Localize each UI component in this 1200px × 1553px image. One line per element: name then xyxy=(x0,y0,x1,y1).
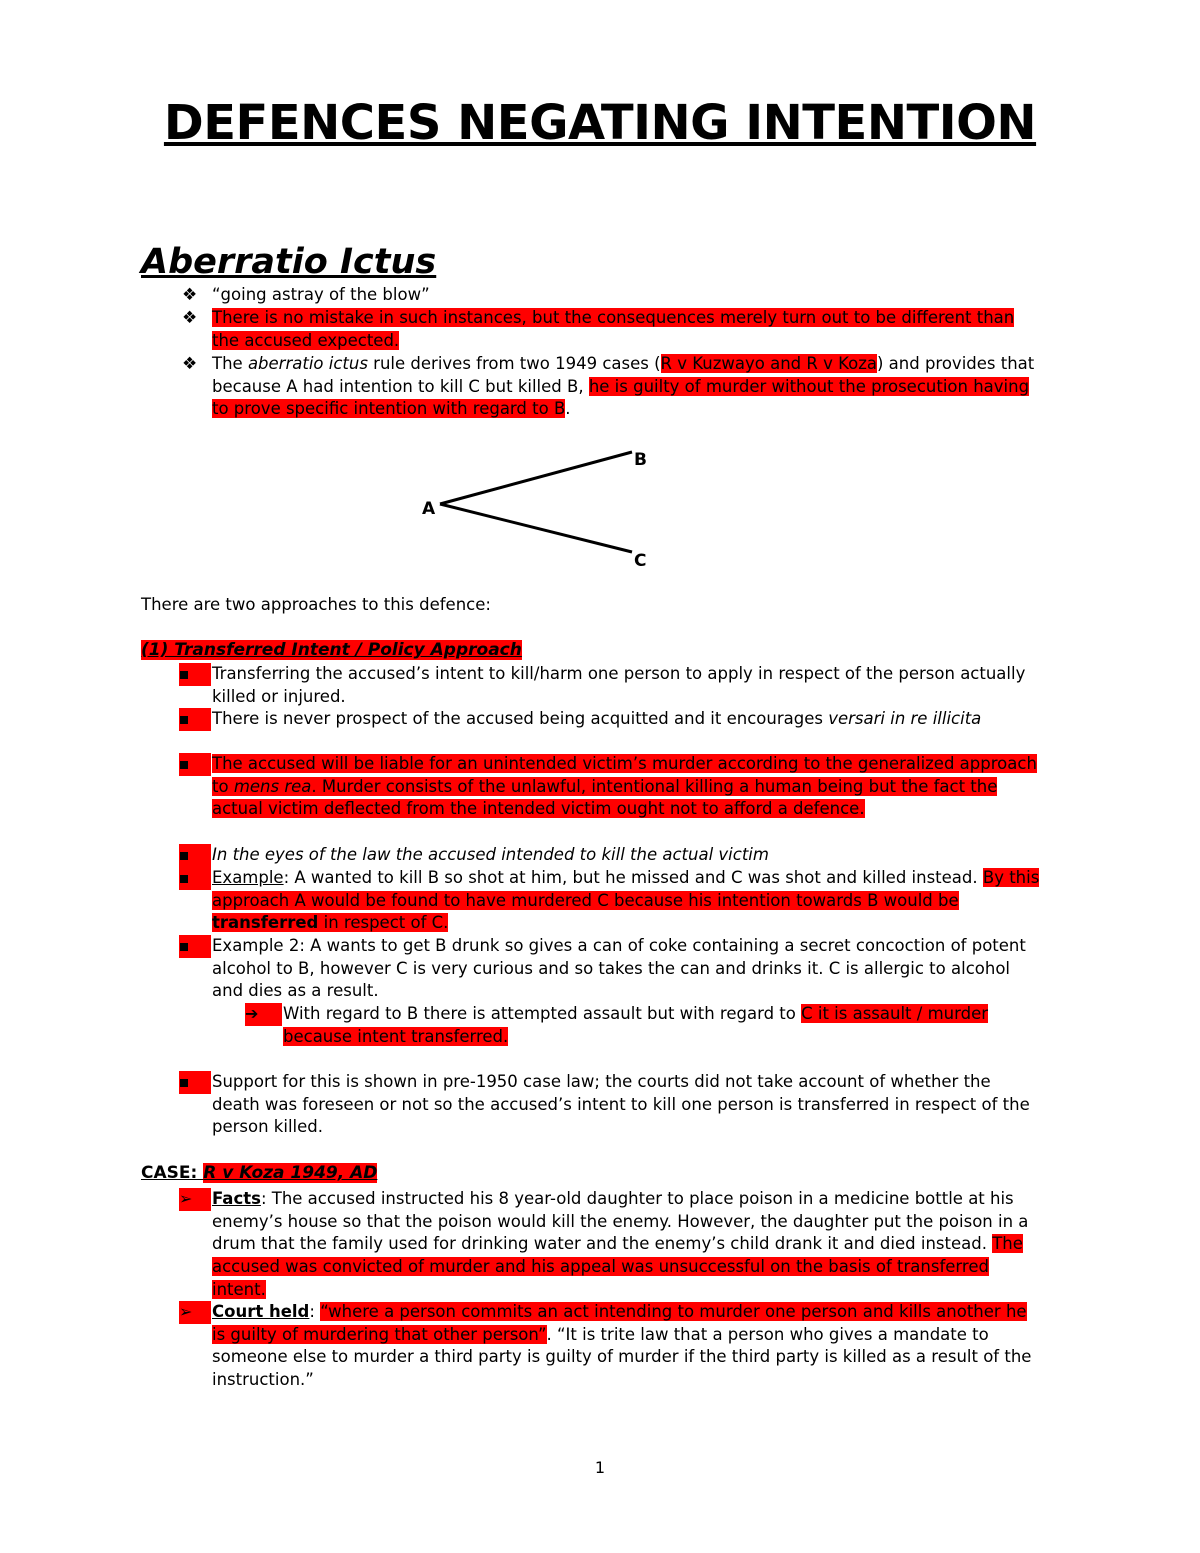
bullet-text: Example 2: A wants to get B drunk so gives a can of coke containing a secret concoction of potent alcohol to B, however C is very curious and so takes the can and drinks it. C is allergic to alcohol and dies as a result. xyxy=(212,936,1026,1001)
text-run: versari in re illicita xyxy=(828,709,982,728)
bullet-text: “going astray of the blow” xyxy=(212,285,430,304)
square-bullet-icon xyxy=(179,708,211,731)
diamond-bullet-icon: ❖ xyxy=(182,285,198,305)
highlighted-text: The accused will be liable for an unintended victim’s murder according to the generalized approach to xyxy=(212,754,1037,796)
square-bullet-icon xyxy=(179,867,211,890)
bullet-text: In the eyes of the law the accused intended to kill the actual victim xyxy=(212,845,769,864)
case-name: R v Koza 1949, AD xyxy=(203,1163,378,1183)
highlighted-heading: (1) Transferred Intent / Policy Approach xyxy=(141,640,522,660)
text-run: rule derives from two 1949 cases ( xyxy=(367,354,661,373)
highlighted-text: mens rea xyxy=(233,776,312,796)
highlighted-text: . Murder consists of the unlawful, intentional killing a human being but the fact the actual victim deflected from the intended victim ought not to afford a defence. xyxy=(212,776,998,819)
approaches-intro: There are two approaches to this defence: xyxy=(141,595,491,614)
text-run: : The accused instructed his 8 year-old daughter to place poison in a medicine bottle at his enemy’s house so that the poison would kill the enemy. However, the daughter put the poison in a drum that the family used for drinking water and the enemy’s child drank it and died instead. xyxy=(212,1189,1029,1254)
page-title: DEFENCES NEGATING INTENTION xyxy=(163,95,1037,151)
bullet-text: Support for this is shown in pre-1950 case law; the courts did not take account of whether the death was foreseen or not so the accused’s intent to kill one person is transferred in respect of the person killed. xyxy=(212,1072,1030,1137)
section-heading: Aberratio Ictus xyxy=(141,242,437,282)
bullet-text xyxy=(212,867,1042,935)
highlighted-text: he is guilty of murder without the prosecution having to prove specific intention with regard to B xyxy=(212,376,1030,419)
square-bullet-icon xyxy=(179,935,211,958)
approach-1-heading xyxy=(141,638,522,662)
page-number: 1 xyxy=(594,1458,606,1477)
diagram-label-b: B xyxy=(634,450,647,470)
text-run: . “It is trite law that a person who gives a mandate to someone else to murder a third party is guilty of murder if the third party is killed as a result of the instruction.” xyxy=(212,1324,1032,1390)
text-run: : A wanted to kill B so shot at him, but he missed and C was shot and killed instead. xyxy=(283,868,983,887)
highlighted-text: The accused was convicted of murder and his appeal was unsuccessful on the basis of transferred intent. xyxy=(212,1234,1023,1299)
text-run: Court held xyxy=(212,1302,310,1321)
case-heading xyxy=(141,1161,377,1185)
text-run: The xyxy=(212,354,248,373)
text-run: ) and provides that because A had intention to kill C but killed B, xyxy=(212,354,1035,396)
diagram-label-a: A xyxy=(422,499,436,519)
case-label: CASE: xyxy=(141,1163,204,1183)
text-run: : xyxy=(309,1302,321,1321)
diamond-bullet-icon: ❖ xyxy=(182,308,198,328)
highlighted-text: R v Kuzwayo and R v Koza xyxy=(660,354,877,373)
text-run: There is never prospect of the accused being acquitted and it encourages xyxy=(212,709,829,728)
aberratio-diagram xyxy=(410,440,670,580)
diagram-label-c: C xyxy=(634,551,647,571)
bullet-text xyxy=(212,708,1042,731)
arrow-bullet-icon: ➔ xyxy=(245,1003,282,1026)
text-run: . xyxy=(565,399,571,419)
text-run: aberratio ictus xyxy=(247,354,368,373)
bullet-text xyxy=(212,353,1042,421)
highlighted-text: “where a person commits an act intending to murder one person and kills another he is guilty of murdering that other person” xyxy=(212,1302,1027,1344)
highlighted-text: transferred xyxy=(212,913,319,933)
bullet-text xyxy=(212,753,1042,821)
bullet-text xyxy=(212,1301,1042,1392)
text-run: Example xyxy=(212,868,284,887)
highlighted-text: By this approach A would be found to have murdered C because his intention towards B would be xyxy=(212,868,1040,910)
bullet-text xyxy=(283,1003,1023,1048)
square-bullet-icon xyxy=(179,1071,211,1094)
chevron-bullet-icon: ➢ xyxy=(179,1301,211,1324)
line-a-to-b xyxy=(440,452,632,504)
bullet-text xyxy=(212,1188,1042,1302)
diamond-bullet-icon: ❖ xyxy=(182,354,198,374)
highlighted-text: in respect of C. xyxy=(318,913,449,933)
chevron-bullet-icon: ➢ xyxy=(179,1188,211,1211)
highlighted-text: There is no mistake in such instances, but the consequences merely turn out to be different than the accused expected. xyxy=(212,308,1015,350)
highlighted-text: C it is assault / murder because intent transferred. xyxy=(283,1004,989,1046)
square-bullet-icon xyxy=(179,753,211,776)
text-run: With regard to B there is attempted assault but with regard to xyxy=(283,1004,802,1023)
square-bullet-icon xyxy=(179,663,211,686)
square-bullet-icon xyxy=(179,844,211,867)
text-run: Facts xyxy=(212,1189,261,1208)
bullet-text: Transferring the accused’s intent to kill/harm one person to apply in respect of the person actually killed or injured. xyxy=(212,664,1026,706)
bullet-text xyxy=(212,307,1042,352)
line-a-to-c xyxy=(440,504,632,552)
